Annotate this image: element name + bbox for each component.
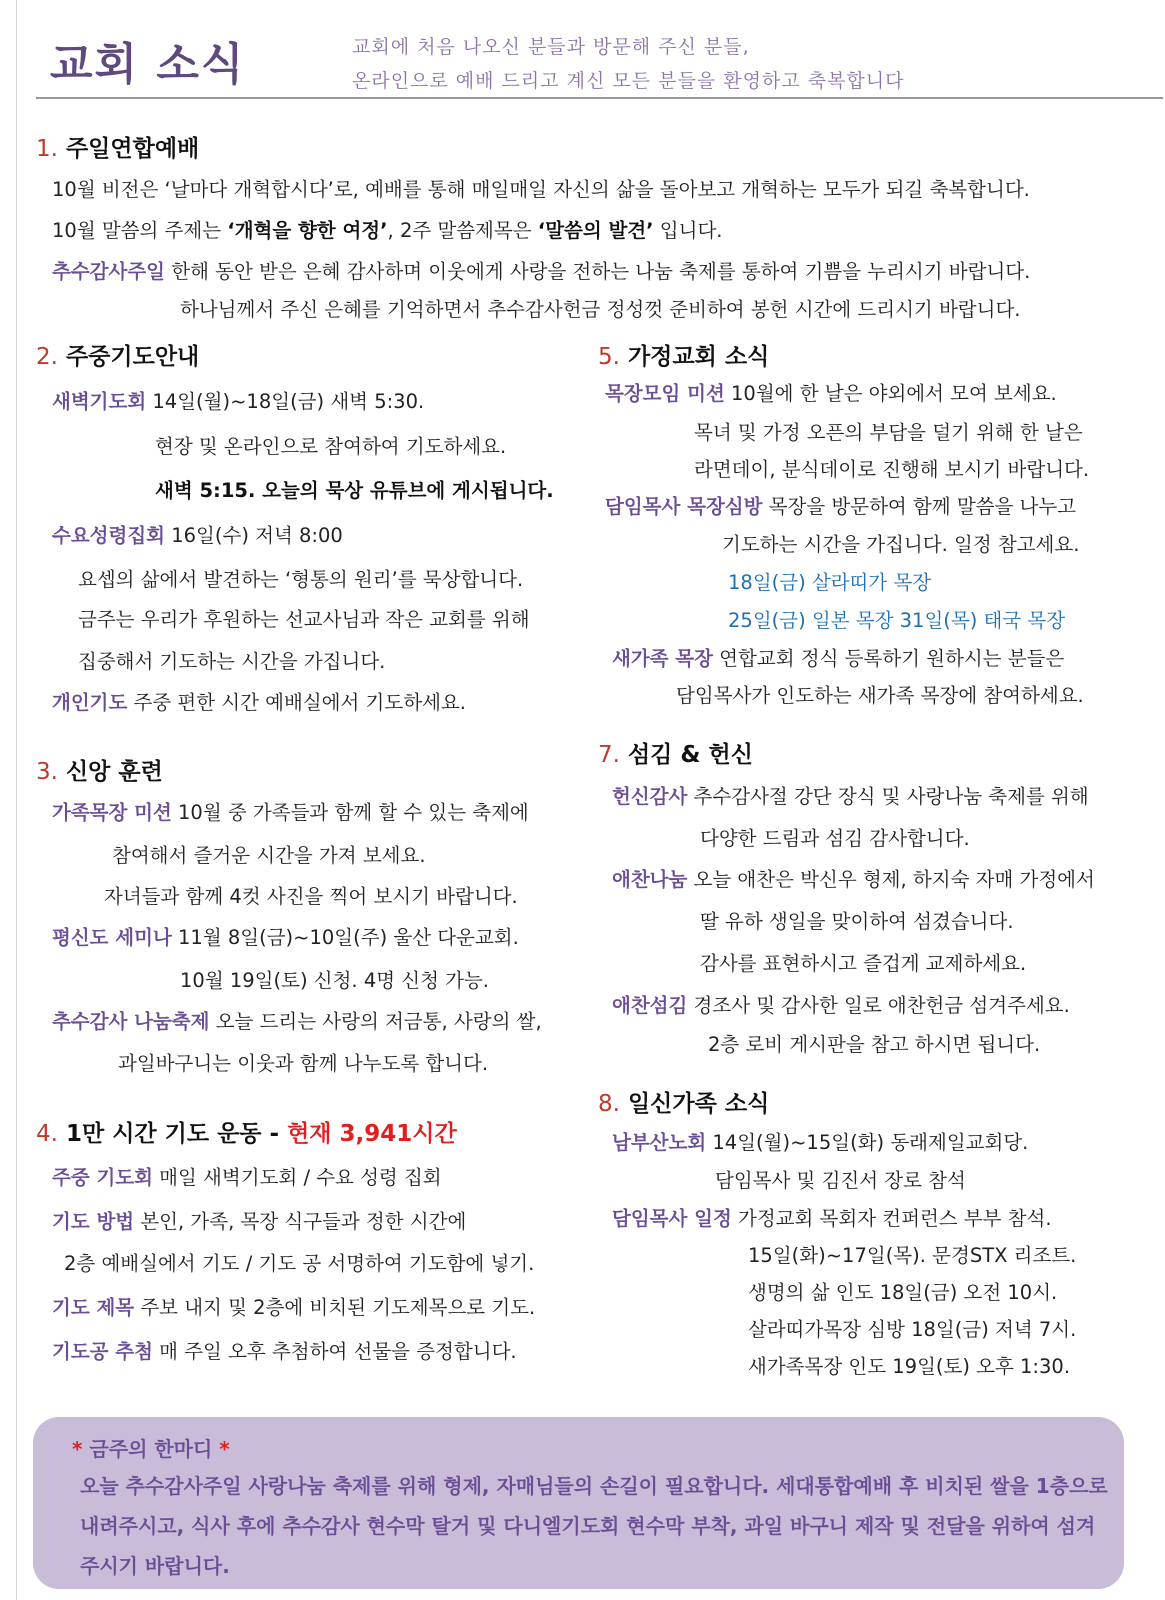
text-line: 담임목사가 인도하는 새가족 목장에 참여하세요.: [676, 684, 1084, 707]
item-label: 애찬나눔: [612, 868, 688, 891]
item-label: 헌신감사: [612, 785, 688, 808]
schedule-line: 18일(금) 살라띠가 목장: [728, 571, 932, 594]
item-label: 가족목장 미션: [52, 801, 172, 824]
text-line: 가족목장 미션 10월 중 가족들과 함께 할 수 있는 축제에: [52, 801, 529, 824]
item-label: 개인기도: [52, 691, 128, 714]
section-number: 2.: [36, 344, 58, 370]
text-line: 개인기도 주중 편한 시간 예배실에서 기도하세요.: [52, 691, 466, 714]
section-heading-5: [598, 338, 769, 371]
item-label: 애찬섬김: [612, 994, 688, 1017]
section-number: 7.: [598, 742, 620, 768]
text-line: 딸 유하 생일을 맞이하여 섬겼습니다.: [700, 910, 1014, 933]
item-label: 기도공 추첨: [52, 1340, 153, 1363]
text-line: 10월 19일(토) 신청. 4명 신청 가능.: [180, 969, 490, 992]
text-line: 15일(화)~17일(목). 문경STX 리조트.: [748, 1244, 1077, 1267]
text-line: 주중 기도회 매일 새벽기도회 / 수요 성령 집회: [52, 1166, 442, 1189]
item-label: 새벽기도회: [52, 390, 147, 413]
text-line: 담임목사 및 김진서 장로 참석: [715, 1169, 966, 1192]
item-label: 새가족 목장: [612, 647, 713, 670]
item-label: 담임목사 목장심방: [605, 495, 763, 518]
subtitle-line: 교회에 처음 나오신 분들과 방문해 주신 분들,: [352, 36, 750, 58]
item-label: 남부산노회: [612, 1131, 707, 1154]
text-line: 자녀들과 함께 4컷 사진을 찍어 보시기 바랍니다.: [104, 885, 518, 908]
text-line: 새가족목장 인도 19일(토) 오후 1:30.: [748, 1355, 1071, 1378]
schedule-line: 25일(금) 일본 목장 31일(목) 태국 목장: [728, 609, 1066, 632]
section-title: 주일연합예배: [65, 136, 200, 162]
section-heading-1: [36, 130, 199, 163]
page-title: 교회 소식: [50, 39, 246, 90]
section-title: 가정교회 소식: [627, 344, 770, 370]
text-line: 애찬섬김 경조사 및 감사한 일로 애찬헌금 섬겨주세요.: [612, 994, 1070, 1017]
item-label: 담임목사 일정: [612, 1207, 732, 1230]
text-line: 기도 제목 주보 내지 및 2층에 비치된 기도제목으로 기도.: [52, 1296, 536, 1319]
section-title: 일신가족 소식: [627, 1091, 770, 1117]
text-line: 2층 예배실에서 기도 / 기도 공 서명하여 기도함에 넣기.: [64, 1252, 535, 1275]
section-number: 1.: [36, 136, 58, 162]
asterisk-icon: *: [72, 1437, 83, 1461]
text-line: 생명의 삶 인도 18일(금) 오전 10시.: [748, 1281, 1058, 1304]
text-line: 집중해서 기도하는 시간을 가집니다.: [78, 650, 386, 673]
header-divider: [36, 97, 1163, 99]
text-line: 추수감사주일 한해 동안 받은 은혜 감사하며 이웃에게 사랑을 전하는 나눔 축제를 통하여 기쁨을 누리시기 바랍니다.: [52, 260, 1031, 283]
subtitle-line: 온라인으로 예배 드리고 계신 모든 분들을 환영하고 축복합니다: [352, 70, 905, 92]
text-line: 추수감사 나눔축제 오늘 드리는 사랑의 저금통, 사랑의 쌀,: [52, 1010, 542, 1033]
section-heading-8: [598, 1085, 769, 1118]
text-line: 담임목사 일정 가정교회 목회자 컨퍼런스 부부 참석.: [612, 1207, 1052, 1230]
left-margin-rule: [16, 0, 17, 1600]
text-line: 새벽기도회 14일(월)~18일(금) 새벽 5:30.: [52, 390, 425, 413]
section-heading-3: [36, 753, 163, 786]
text-line: 애찬나눔 오늘 애찬은 박신우 형제, 하지숙 자매 가정에서: [612, 868, 1095, 891]
item-label: 추수감사주일: [52, 260, 166, 283]
section-title: 섬김 & 헌신: [627, 742, 753, 768]
text-line: 새벽 5:15. 오늘의 묵상 유튜브에 게시됩니다.: [155, 479, 554, 502]
section-title: 신앙 훈련: [65, 759, 163, 785]
text-line: 라면데이, 분식데이로 진행해 보시기 바랍니다.: [694, 458, 1090, 481]
text-line: 2층 로비 게시판을 참고 하시면 됩니다.: [708, 1033, 1041, 1056]
section-heading-7: [598, 736, 753, 769]
text-line: 살라띠가목장 심방 18일(금) 저녁 7시.: [748, 1318, 1077, 1341]
item-label: 기도 방법: [52, 1210, 135, 1233]
text-line: 10월 말씀의 주제는 ‘개혁을 향한 여정’, 2주 말씀제목은 ‘말씀의 발견’ 입니다.: [52, 219, 723, 242]
text-line: 기도하는 시간을 가집니다. 일정 참고세요.: [722, 533, 1080, 556]
text-line: 기도 방법 본인, 가족, 목장 식구들과 정한 시간에: [52, 1210, 467, 1233]
text-line: 기도공 추첨 매 주일 오후 추첨하여 선물을 증정합니다.: [52, 1340, 517, 1363]
text-line: 남부산노회 14일(월)~15일(화) 동래제일교회당.: [612, 1131, 1029, 1154]
text-line: 헌신감사 추수감사절 강단 장식 및 사랑나눔 축제를 위해: [612, 785, 1089, 808]
section-number: 5.: [598, 344, 620, 370]
section-number: 8.: [598, 1091, 620, 1117]
item-label: 주중 기도회: [52, 1166, 153, 1189]
text-line: 요셉의 삶에서 발견하는 ‘형통의 원리’를 묵상합니다.: [78, 568, 524, 591]
page-subtitle: [352, 30, 904, 98]
section-title: 주중기도안내: [65, 344, 200, 370]
text-line: 수요성령집회 16일(수) 저녁 8:00: [52, 524, 343, 547]
asterisk-icon: *: [219, 1437, 230, 1461]
text-line: 새가족 목장 연합교회 정식 등록하기 원하시는 분들은: [612, 647, 1065, 670]
section-number: 3.: [36, 759, 58, 785]
text-line: 과일바구니는 이웃과 함께 나누도록 합니다.: [118, 1052, 489, 1075]
text-line: 다양한 드림과 섬김 감사합니다.: [700, 827, 970, 850]
text-line: 참여해서 즐거운 시간을 가져 보세요.: [112, 844, 426, 867]
section-title: 1만 시간 기도 운동 -: [65, 1121, 288, 1147]
item-label: 평신도 세미나: [52, 926, 172, 949]
weekly-notice-text: 오늘 추수감사주일 사랑나눔 축제를 위해 형제, 자매님들의 손길이 필요합니다. 세대통합예배 후 비치된 쌀을 1층으로 내려주시고, 식사 후에 추수감사 현수막 탈거 및 다니엘기도회 현수막 부착, 과일 바구니 제작 및 전달을 위하여 섬겨 주시기 바랍니다.: [80, 1474, 1108, 1578]
section-heading-4: [36, 1115, 457, 1148]
section-number: 4.: [36, 1121, 58, 1147]
text-line: 현장 및 온라인으로 참여하여 기도하세요.: [155, 435, 507, 458]
text-line: 목장모임 미션 10월에 한 날은 야외에서 모여 보세요.: [605, 382, 1057, 405]
text-line: 금주는 우리가 후원하는 선교사님과 작은 교회를 위해: [78, 608, 530, 631]
weekly-notice-title: * 금주의 한마디 *: [72, 1437, 230, 1461]
text-line: 10월 비전은 ‘날마다 개혁합시다’로, 예배를 통해 매일매일 자신의 삶을 돌아보고 개혁하는 모두가 되길 축복합니다.: [52, 178, 1030, 201]
item-label: 목장모임 미션: [605, 382, 725, 405]
text-line: 목녀 및 가정 오픈의 부담을 덜기 위해 한 날은: [694, 421, 1083, 444]
prayer-hours-counter: 현재 3,941시간: [287, 1121, 457, 1147]
item-label: 기도 제목: [52, 1296, 135, 1319]
text-line: 감사를 표현하시고 즐겁게 교제하세요.: [700, 952, 1027, 975]
section-heading-2: [36, 338, 199, 371]
text-line: 담임목사 목장심방 목장을 방문하여 함께 말씀을 나누고: [605, 495, 1077, 518]
item-label: 추수감사 나눔축제: [52, 1010, 210, 1033]
item-label: 수요성령집회: [52, 524, 166, 547]
text-line: 평신도 세미나 11월 8일(금)~10일(주) 울산 다운교회.: [52, 926, 519, 949]
text-line: 하나님께서 주신 은혜를 기억하면서 추수감사헌금 정성껏 준비하여 봉헌 시간에 드리시기 바랍니다.: [180, 298, 1021, 321]
